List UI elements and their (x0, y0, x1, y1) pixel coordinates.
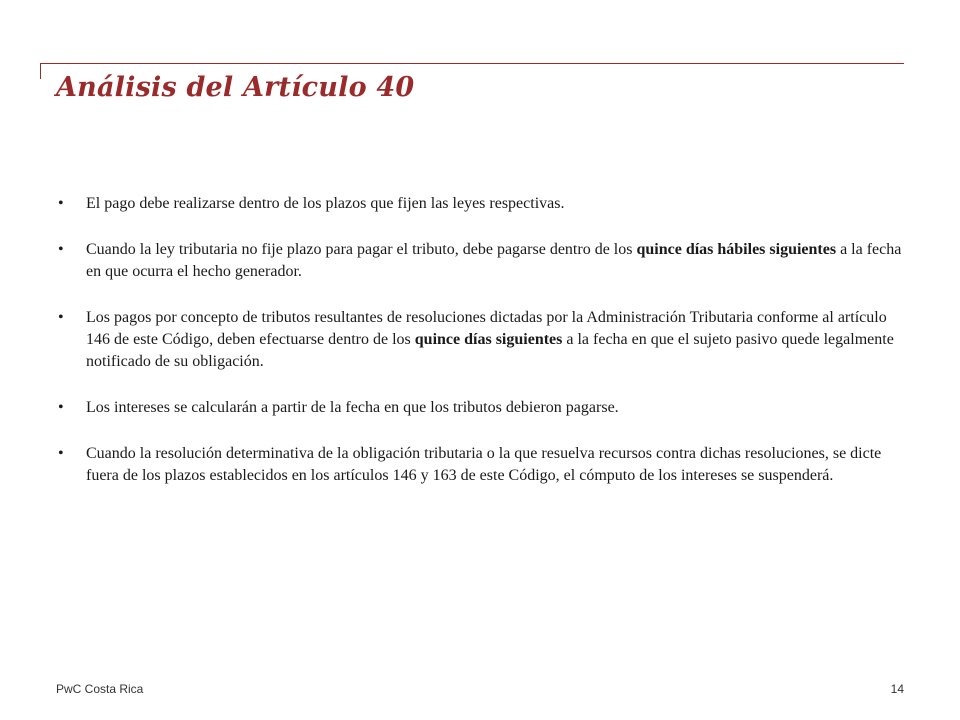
bullet-text: Los pagos por concepto de tributos resultantes de resoluciones dictadas por la Administración Tributaria conforme al artículo 146 de este Código, deben efectuarse dentro de los (86, 309, 887, 348)
bullet-text: Cuando la ley tributaria no fije plazo para pagar el tributo, debe pagarse dentro de los (86, 241, 637, 258)
footer-company: PwC Costa Rica (56, 682, 144, 696)
bullet-text: Cuando la resolución determinativa de la obligación tributaria o la que resuelva recursos contra dichas resoluciones, se dicte fuera de los plazos establecidos en los artículos 146 y 163 de este Código, el cómputo de los intereses se suspenderá. (86, 445, 882, 484)
bullet-emphasis: quince días siguientes (414, 331, 563, 348)
bullet-dot-icon: • (58, 445, 64, 462)
bullet-item-1 (58, 193, 908, 215)
bullet-text: a la fecha en que ocurra el hecho generador. (86, 241, 902, 280)
header-rule (40, 63, 904, 64)
bullet-text: El pago debe realizarse dentro de los plazos que fijen las leyes respectivas. (86, 195, 565, 212)
bullet-list (58, 193, 908, 511)
bullet-item-2 (58, 239, 908, 283)
bullet-text: a la fecha en que el sujeto pasivo quede legalmente notificado de su obligación. (86, 331, 894, 370)
slide-title: Análisis del Artículo 40 (56, 72, 415, 103)
bullet-dot-icon: • (58, 195, 64, 212)
bullet-dot-icon: • (58, 309, 64, 326)
bullet-item-3 (58, 307, 908, 373)
bullet-dot-icon: • (58, 399, 64, 416)
bullet-item-4 (58, 397, 908, 419)
bullet-dot-icon: • (58, 241, 64, 258)
header-rule-tick (40, 63, 41, 79)
bullet-text: Los intereses se calcularán a partir de la fecha en que los tributos debieron pagarse. (86, 399, 619, 416)
bullet-emphasis: quince días hábiles siguientes (636, 241, 837, 258)
bullet-item-5 (58, 443, 908, 487)
footer-page-number: 14 (890, 682, 904, 696)
